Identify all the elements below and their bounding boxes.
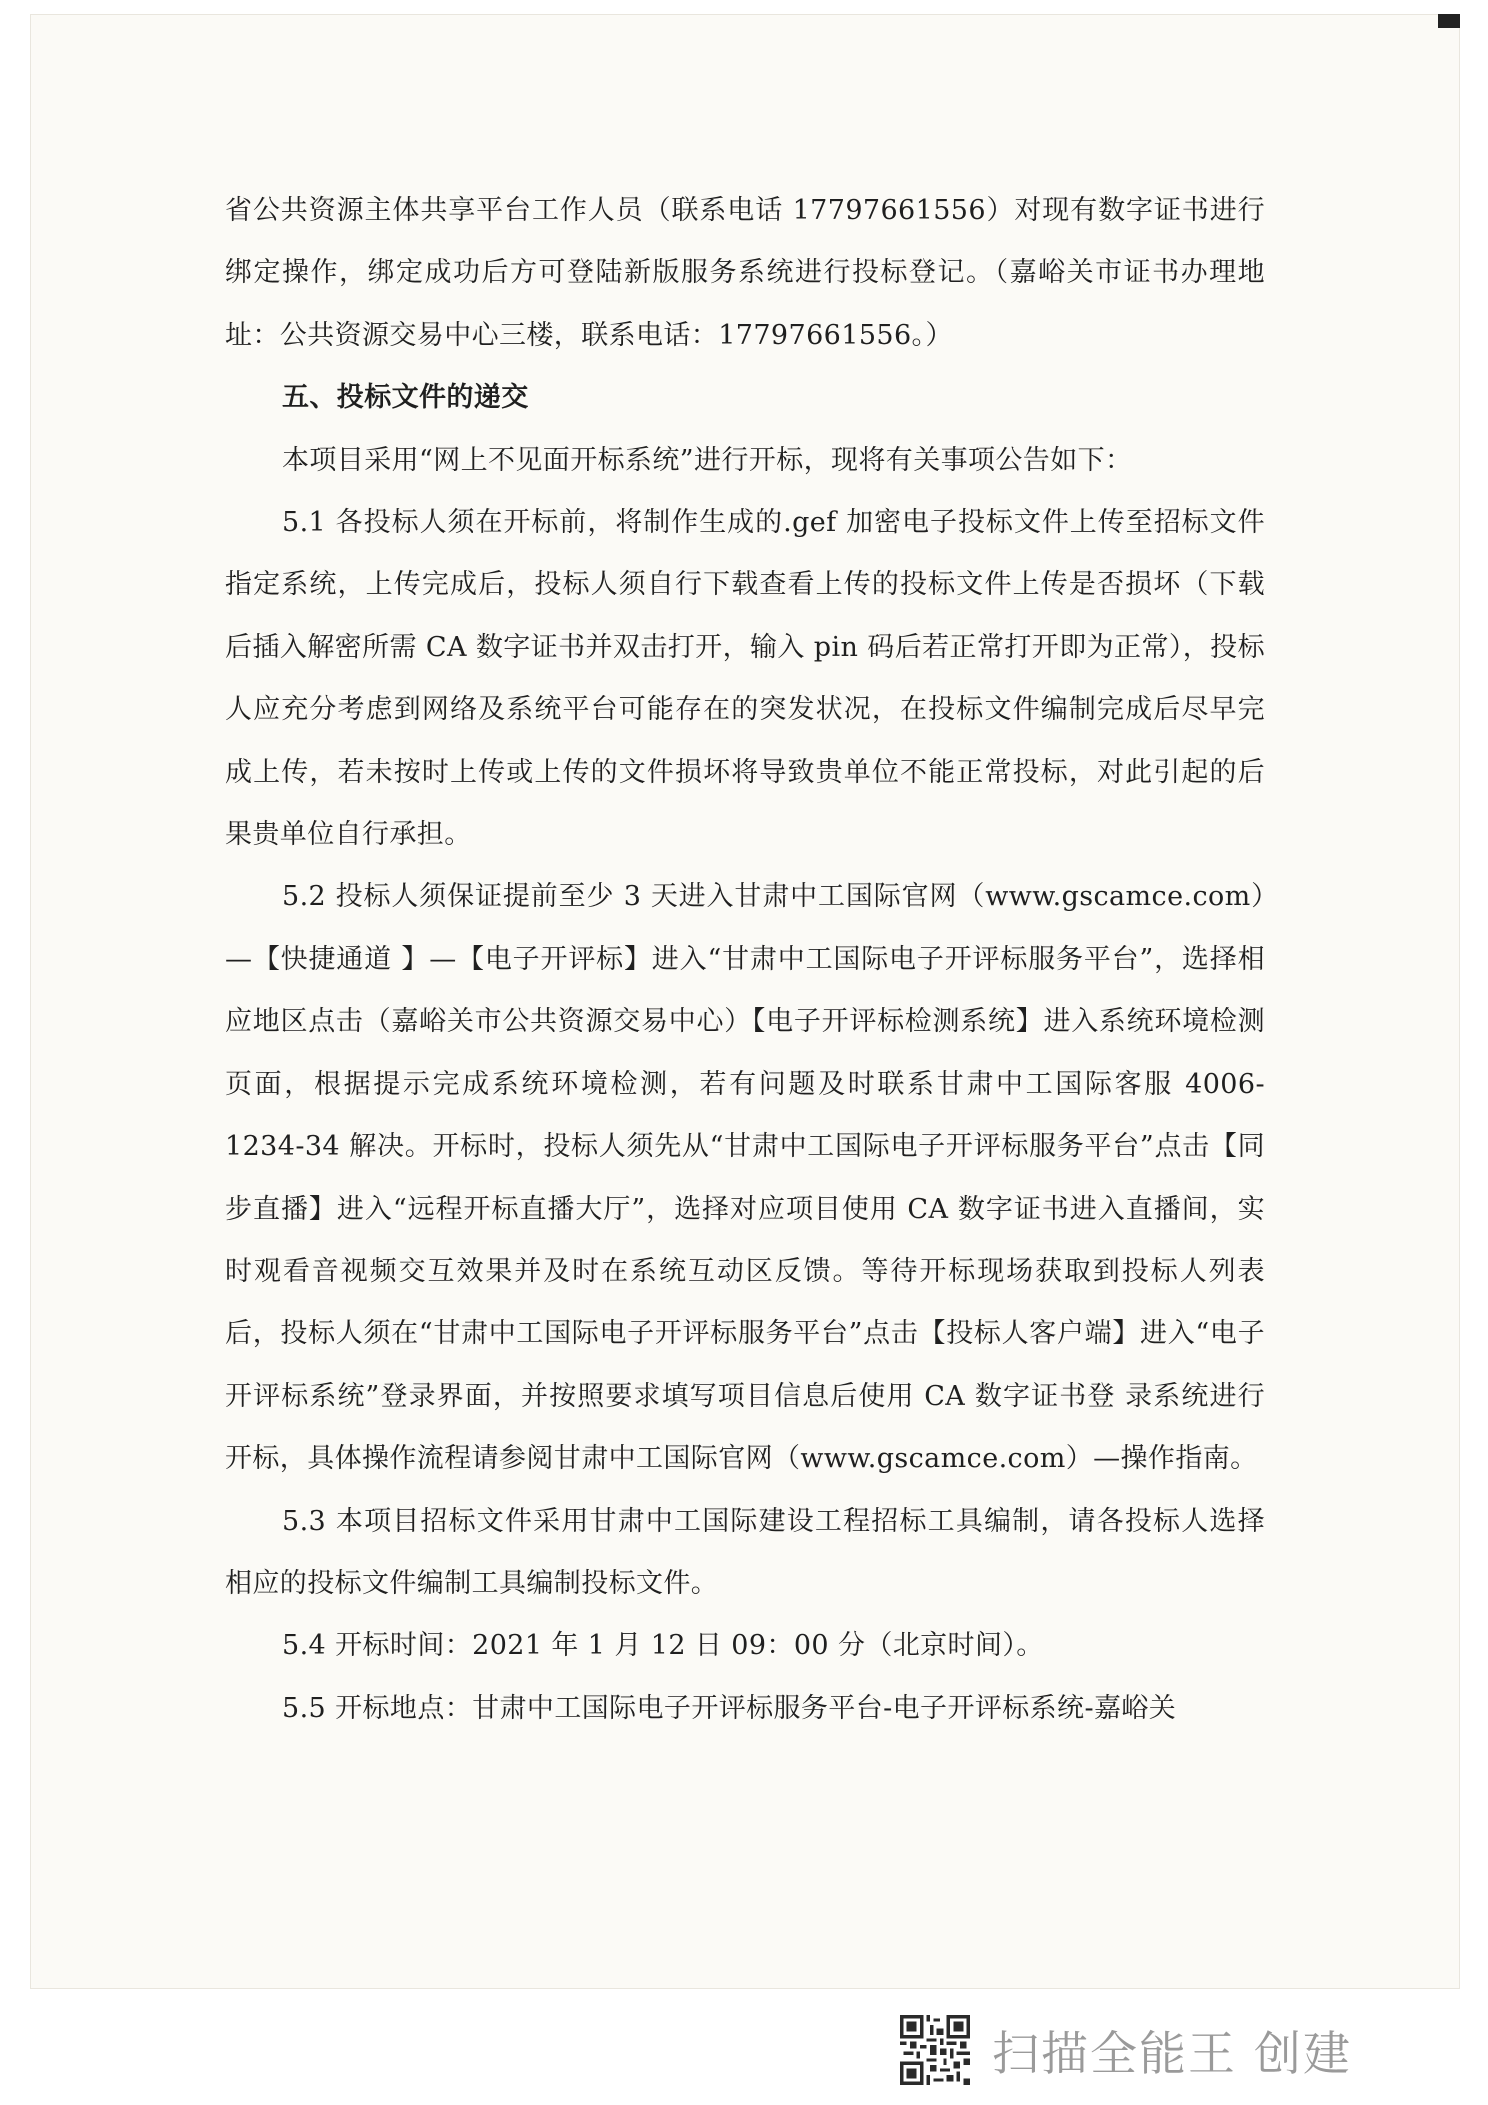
paragraph-5-5: 5.5 开标地点：甘肃中工国际电子开评标服务平台-电子开评标系统-嘉峪关 bbox=[282, 1692, 1177, 1724]
section-heading-bid-submission: 五、投标文件的递交 bbox=[282, 382, 529, 414]
scan-edge-mark bbox=[1438, 14, 1460, 28]
paragraph-5-1: 5.1 各投标人须在开标前，将制作生成的.gef 加密电子投标文件上传至招标文件指定系统，上传完成后，投标人须自行下载查看上传的投标文件上传是否损坏（下载后插入解密所需 CA 数字证书并双击打开，输入 pin 码后若正常打开即为正常），投标人应充分考虑到网络及系统平台可能存在的突发状况，在投标文件编制完成后尽早完成上传，若未按时上传或上传的文件损坏将导致贵单位不能正常投标，对此引起的后果贵单位自行承担。 bbox=[225, 507, 1265, 851]
paragraph-5-4: 5.4 开标时间：2021 年 1 月 12 日 09：00 分（北京时间）。 bbox=[282, 1630, 1044, 1662]
watermark-text: 扫描全能王 创建 bbox=[992, 2026, 1352, 2082]
document-body bbox=[225, 180, 1265, 1740]
scanner-watermark bbox=[900, 2012, 1352, 2088]
paragraph-certificate-binding: 省公共资源主体共享平台工作人员（联系电话 17797661556）对现有数字证书进行绑定操作，绑定成功后方可登陆新版服务系统进行投标登记。（嘉峪关市证书办理地址：公共资源交易中心三楼，联系电话：17797661556。） bbox=[225, 195, 1265, 351]
paragraph-intro: 本项目采用“网上不见面开标系统”进行开标，现将有关事项公告如下： bbox=[282, 444, 1133, 476]
paragraph-5-2: 5.2 投标人须保证提前至少 3 天进入甘肃中工国际官网（www.gscamce.com）—【快捷通道 】—【电子开评标】进入“甘肃中工国际电子开评标服务平台”，选择相应地区点击（嘉峪关市公共资源交易中心）【电子开评标检测系统】进入系统环境检测页面，根据提示完成系统环境检测，若有问题及时联系甘肃中工国际客服 4006-1234-34 解决。开标时，投标人须先从“甘肃中工国际电子开评标服务平台”点击【同步直播】进入“远程开标直播大厅”，选择对应项目使用 CA 数字证书进入直播间，实时观看音视频交互效果并及时在系统互动区反馈。等待开标现场获取到投标人列表后，投标人须在“甘肃中工国际电子开评标服务平台”点击【投标人客户端】进入“电子开评标系统”登录界面，并按照要求填写项目信息后使用 CA 数字证书登 录系统进行开标，具体操作流程请参阅甘肃中工国际官网（www.gscamce.com）—操作指南。 bbox=[225, 881, 1265, 1475]
paragraph-5-3: 5.3 本项目招标文件采用甘肃中工国际建设工程招标工具编制，请各投标人选择相应的投标文件编制工具编制投标文件。 bbox=[225, 1505, 1265, 1599]
qr-code-icon bbox=[900, 2015, 970, 2085]
